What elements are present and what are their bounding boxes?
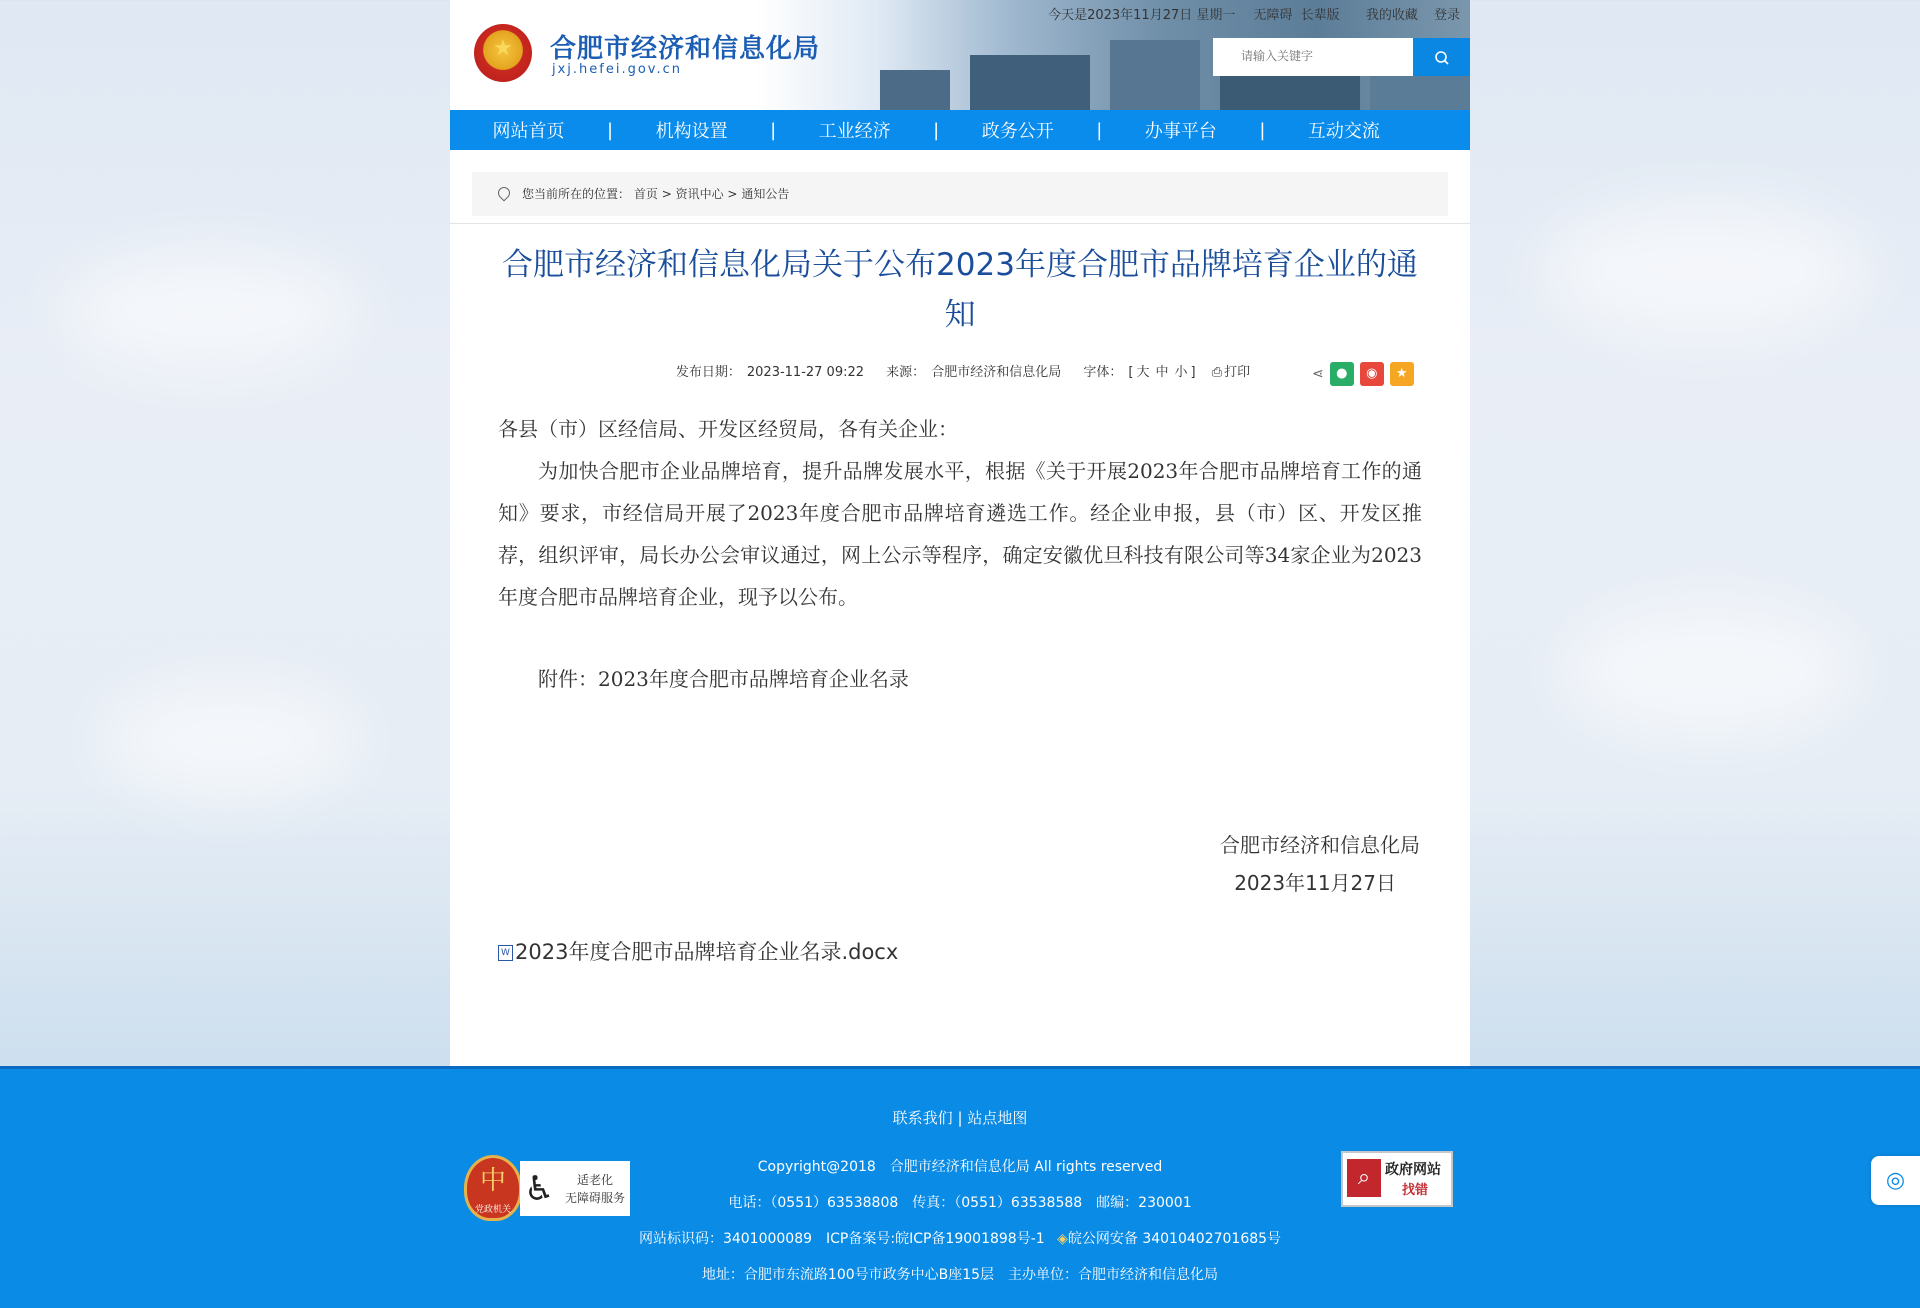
- attachment-link[interactable]: [498, 936, 898, 966]
- site-header: [450, 0, 1470, 110]
- source-value: 合肥市经济和信息化局: [931, 365, 1062, 380]
- id-line: [0, 1228, 1920, 1248]
- print-label: 打印: [1224, 365, 1251, 380]
- party-government-badge[interactable]: [464, 1155, 522, 1221]
- share-bar: [1312, 362, 1414, 386]
- access-line1: 适老化: [576, 1173, 613, 1187]
- top-bar: [1048, 4, 1470, 23]
- background-cloud: [60, 250, 360, 370]
- print-button[interactable]: [1212, 365, 1250, 380]
- header-banner-building: [1110, 40, 1200, 110]
- page-container: [450, 0, 1470, 1066]
- attachment-note: 附件：2023年度合肥市品牌培育企业名录: [538, 667, 909, 691]
- login-link[interactable]: 登录: [1433, 8, 1460, 23]
- nav-government-affairs[interactable]: 政务公开: [981, 121, 1054, 142]
- accessible-link[interactable]: 无障碍: [1253, 8, 1293, 23]
- nav-separator: |: [1096, 119, 1103, 141]
- header-banner-building: [970, 55, 1090, 110]
- breadcrumb-news-center[interactable]: 资讯中心: [675, 187, 724, 201]
- article-title: 合肥市经济和信息化局关于公布2023年度合肥市品牌培育企业的通知: [502, 247, 1418, 333]
- nav-separator: |: [933, 119, 940, 141]
- nav-organization[interactable]: 机构设置: [655, 121, 728, 142]
- gov-site-error-report[interactable]: [1341, 1151, 1453, 1207]
- publish-label: 发布日期：: [675, 365, 741, 380]
- nav-separator: |: [770, 119, 777, 141]
- nav-separator: |: [607, 119, 614, 141]
- article-body: [498, 408, 1422, 700]
- search-button[interactable]: [1413, 38, 1470, 76]
- date-text: 今天是2023年11月27日 星期一: [1048, 8, 1236, 23]
- search-box: [1213, 38, 1413, 76]
- address-line: 地址：合肥市东流路100号市政务中心B座15层 主办单位：合肥市经济和信息化局: [701, 1267, 1219, 1283]
- contact-link[interactable]: 联系我们: [892, 1109, 953, 1127]
- site-title[interactable]: 合肥市经济和信息化局: [550, 34, 821, 64]
- elder-mode-link[interactable]: 长辈版: [1300, 8, 1340, 23]
- printer-icon: ⎙: [1211, 365, 1223, 380]
- nav-interaction[interactable]: 互动交流: [1307, 121, 1380, 142]
- source-label: 来源：: [886, 365, 926, 380]
- font-label: 字体：: [1083, 365, 1123, 380]
- weibo-share-icon[interactable]: ◉: [1360, 362, 1384, 386]
- publish-date: 2023-11-27 09:22: [746, 365, 865, 380]
- nav-home[interactable]: 网站首页: [492, 121, 565, 142]
- nav-industrial-economy[interactable]: 工业经济: [818, 121, 891, 142]
- nav-service-platform[interactable]: 办事平台: [1144, 121, 1217, 142]
- favorite-link[interactable]: 我的收藏: [1365, 8, 1418, 23]
- breadcrumb-prefix: 您当前所在的位置：: [522, 187, 631, 201]
- emblem-star-icon: ★: [493, 36, 513, 61]
- background-cloud: [1540, 200, 1870, 340]
- access-line2: 无障碍服务: [564, 1191, 625, 1205]
- font-large-button[interactable]: 大: [1136, 365, 1150, 380]
- font-bracket-close: ]: [1190, 365, 1196, 380]
- gov-line1: 政府网站: [1385, 1162, 1441, 1178]
- background-cloud: [100, 680, 360, 800]
- salutation: 各县（市）区经信局、开发区经贸局，各有关企业：: [498, 417, 958, 441]
- signature-date: 2023年11月27日: [1234, 871, 1396, 895]
- wheelchair-icon: ♿: [524, 1169, 555, 1209]
- party-badge-label: 党政机关: [474, 1205, 511, 1215]
- main-nav: [450, 110, 1470, 150]
- search-input[interactable]: [1213, 38, 1431, 74]
- docx-file-icon: W: [498, 945, 513, 961]
- font-medium-button[interactable]: 中: [1155, 365, 1169, 380]
- signature-org: 合肥市经济和信息化局: [1220, 833, 1420, 857]
- divider: [450, 223, 1470, 224]
- background-cloud: [1560, 600, 1860, 740]
- wechat-share-icon[interactable]: ●: [1330, 362, 1354, 386]
- paragraph: 为加快合肥市企业品牌培育，提升品牌发展水平，根据《关于开展2023年合肥市品牌培育工作的通知》要求，市经信局开展了2023年度合肥市品牌培育遴选工作。经企业申报，县（市）区、开发区推荐，组织评审，局长办公会审议通过，网上公示等程序，确定安徽优旦科技有限公司等34家企业为2023年度合肥市品牌培育企业，现予以公布。: [498, 459, 1422, 609]
- font-bracket-open: [: [1128, 365, 1134, 380]
- footer-links: [0, 1107, 1920, 1128]
- national-emblem-logo: [474, 24, 532, 82]
- accessibility-service-badge[interactable]: [520, 1161, 630, 1216]
- copyright: Copyright@2018 合肥市经济和信息化局 All rights reserved: [757, 1159, 1163, 1175]
- footer-sep: |: [957, 1109, 963, 1127]
- breadcrumb-home[interactable]: 首页: [633, 187, 658, 201]
- breadcrumb-sep: >: [727, 187, 738, 201]
- share-icon: ⋖: [1312, 366, 1324, 382]
- breadcrumb-sep: >: [661, 187, 672, 201]
- signature: [1220, 826, 1420, 902]
- favorite-star-icon[interactable]: ★: [1390, 362, 1414, 386]
- location-pin-icon: [496, 185, 513, 202]
- magnifier-icon: ⌕: [1347, 1159, 1381, 1197]
- search-icon: [1434, 50, 1450, 66]
- site-footer: [0, 1066, 1920, 1308]
- breadcrumb: [472, 172, 1448, 216]
- assist-icon: ◎: [1885, 1168, 1906, 1193]
- font-small-button[interactable]: 小: [1174, 365, 1188, 380]
- sitemap-link[interactable]: 站点地图: [967, 1109, 1028, 1127]
- icp-text[interactable]: 网站标识码：3401000089 ICP备案号:皖ICP备19001898号-1: [638, 1231, 1045, 1247]
- party-badge-char: 中: [479, 1166, 506, 1196]
- phone-line: 电话：（0551）63538808 传真：（0551）63538588 邮编：230001: [728, 1195, 1192, 1211]
- nav-separator: |: [1259, 119, 1266, 141]
- police-record[interactable]: 皖公网安备 34010402701685号: [1067, 1231, 1282, 1247]
- attachment-filename: 2023年度合肥市品牌培育企业名录.docx: [515, 940, 899, 964]
- site-url: jxj.hefei.gov.cn: [552, 62, 683, 77]
- police-badge-icon: ◈: [1057, 1231, 1068, 1247]
- breadcrumb-notices[interactable]: 通知公告: [741, 187, 790, 201]
- header-banner-building: [1220, 70, 1360, 110]
- floating-assist-button[interactable]: [1871, 1156, 1920, 1205]
- gov-line2: 找错: [1401, 1183, 1428, 1198]
- header-banner-building: [880, 70, 950, 110]
